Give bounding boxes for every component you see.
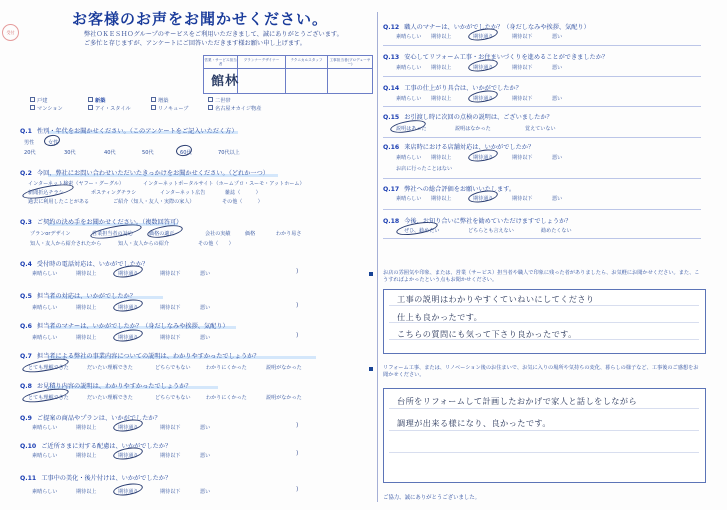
question-18: Q.18 今後、お知り合いに弊社を勧めていただけますでしょうか？	[383, 218, 572, 225]
page-title: お客様のお声をお聞かせください。	[72, 10, 329, 28]
question-1: Q.1 性別・年代をお聞かせください。（このアンケートをご記入いただく方）	[20, 128, 238, 135]
reception-stamp: 受付	[2, 24, 19, 41]
question-6: Q.6 担当者のマナーは、いかがでしたか？（身だしなみや挨拶、気配り）	[20, 323, 229, 330]
comment-2-line-1: 台所をリフォームして計画したおかげで家人と話しをしながら	[397, 396, 638, 406]
question-11: Q.11 工事中の美化・後片付けは、いかがでしたか？	[20, 475, 172, 482]
question-3: Q.3 ご契約の決め手をお聞かせください。（複数回答可）	[20, 219, 183, 226]
question-10: Q.10 ご近所さまに対する配慮は、いかがでしたか？	[20, 443, 172, 450]
question-15: Q.15 お引渡し時に次回の点検の説明は、ございましたか？	[383, 114, 553, 121]
question-12: Q.12 職人のマナーは、いかがでしたか？（身だしなみや挨拶、気配り）	[383, 24, 590, 31]
footer-thanks: ご協力、誠にありがとうございました。	[383, 495, 481, 501]
intro-text: 弊社ＯＫＥＳＨＯグループのサービスをご利用いただきまして、誠にありがとうございます。 ご多忙と存じますが、アンケートにご回答いただきます様お願い申し上げます。	[84, 31, 343, 47]
question-16: Q.16 来店時における店舗対応は、いかがでしたか？	[383, 144, 535, 151]
handwritten-signature: 館林	[210, 73, 240, 90]
comment-prompt-1: お店の雰囲気や印象、または、営業（サービス）担当者や職人で印象に残った者がありましたら、お気軽にお聞かせください。また、こうすればよかったという点もお聞かせください。	[383, 270, 700, 283]
question-2: Q.2 今回、弊社にお問い合わせいただいたきっかけをお聞かせください。（どれか一つ）	[20, 170, 269, 177]
survey-page: 受付 お客様のお声をお聞かせください。 弊社ＯＫＥＳＨＯグループのサービスをご利用いただきまして、誠にありがとうございます。 ご多忙と存じますが、アンケートにご回答いただきます様お願い申し上げます。 営業・サービス担当者 プランナーデザイナー テクニカルスタッフ 工事担当者(プロデューサー) 館林 戸建 マンション 新築 アイ・スタイル 増築 リノキューブ 二世帯 名古屋オカイジ物産 Q.1 性別・年代をお聞かせください。（このアンケートをご記入いただく方） 男性 女性 20代 30代 40代 50代 60代 70代以上 Q.2 今回、弊社にお問い合わせいただいたきっかけをお聞かせください。（どれか一つ） インターネット検索（ヤフー・グーグル） インターネットポータルサイト（ホームプロ・スーモ・アットホーム） 新聞折込チラシ ポスティングチラシ インターネット広告 雑誌（ ） 過去に利用したことがある ご紹介（知人・友人・実際の家人） その他（ ） Q.3 ご契約の決め手をお聞かせください。（複数回答可） プランorデザイン 営業担当者の対応 価格の適正 会社の実績 価格 わかり易さ 知人・友人から紹介されたから 知人・友人からの紹介 その他（ ） Q.4 受付時の電話対応は、いかがでしたか？ 素晴らしい 期待以上 期待通り 期待以下 悪い Q.5 担当者の対応は、いかがでしたか？ 素晴らしい 期待以上 期待通り 期待以下 悪い Q.6 担当者のマナーは、いかがでしたか？（身だしなみや挨拶、気配り） 素晴らしい 期待以上 期待通り 期待以下 悪い Q.7 担当者による弊社の事業内容についての説明は、わかりやすかったでしょうか？ とても理解できた だいたい理解できた どちらでもない わかりにくかった 説明がなかった Q.8 お見積り内容の説明は、わかりやすかったでしょうか？ とても理解できた だいたい理解できた どちらでもない わかりにくかった 説明がなかった Q.9 ご提案の商品やプランは、いかがでしたか？ 素晴らしい 期待以上 期待通り 期待以下 悪い Q.10 ご近所さまに対する配慮は、いかがでしたか？ 素晴らしい 期待以上 期待通り 期待以下 悪い Q.11 工事中の美化・後片付けは、いかがでしたか？ 素晴らしい 期待以上 期待通り 期待以下 悪い ) ) ) ) ) ) Q.12 職人のマナーは、いかがでしたか？（身だしなみや挨拶、気配り） 素晴らしい 期待以上 期待通り 期待以下 悪い Q.13 安心してリフォーム工事・お住まいづくりを進めることができましたか？ 素晴らしい 期待以上 期待通り 期待以下 悪い Q.14 工事の仕上がり具合は、いかがでしたか？ 素晴らしい 期待以上 期待通り 期待以下 悪い Q.15 お引渡し時に次回の点検の説明は、ございましたか？ 説明はあった 説明はなかった 覚えていない Q.16 来店時における店舗対応は、いかがでしたか？ 素晴らしい 期待以上 期待通り 期待以下 悪い お店に行ったことはない Q.17 弊社への総合評価をお願いいたします。 素晴らしい 期待以上 期待通り 期待以下 悪い Q.18 今後、お知り合いに弊社を勧めていただけますでしょうか？ ぜひ、勧めたい どちらとも言えない 勧めたくない お店の雰囲気や印象、または、営業（サービス）担当者や職人で印象に残った者がありましたら、お気軽にお聞かせください。また、こうすればよかったという点もお聞かせください。 工事の説明はわかりやすくていねいにしてくださり 仕上も良かったです。 こちらの質問にも気って下さり良かったです。 リフォーム工事、または、リノベーション後のお住まいで、お気に入りの場所や気持ちの変化、暮らしの様子など、工事後のご感想をお聞かせください。 台所をリフォームして計画したおかげで家人と話しをしながら 調理が出来る様になり、良かったです。 ご協力、誠にありがとうございました。	[0, 0, 727, 510]
question-8: Q.8 お見積り内容の説明は、わかりやすかったでしょうか？	[20, 383, 192, 390]
comment-1-line-2: 仕上も良かったです。	[397, 312, 483, 322]
staff-table: 営業・サービス担当者 プランナーデザイナー テクニカルスタッフ 工事担当者(プロデューサー)	[203, 55, 373, 94]
comment-1-line-1: 工事の説明はわかりやすくていねいにしてくださり	[397, 294, 595, 304]
comment-2-line-2: 調理が出来る様になり、良かったです。	[397, 418, 551, 428]
comment-prompt-2: リフォーム工事、または、リノベーション後のお住まいで、お気に入りの場所や気持ちの変化、暮らしの様子など、工事後のご感想をお聞かせください。	[383, 365, 699, 378]
question-17: Q.17 弊社への総合評価をお願いいたします。	[383, 186, 516, 193]
question-13: Q.13 安心してリフォーム工事・お住まいづくりを進めることができましたか？	[383, 54, 609, 61]
comment-1-line-3: こちらの質問にも気って下さり良かったです。	[397, 329, 577, 339]
question-7: Q.7 担当者による弊社の事業内容についての説明は、わかりやすかったでしょうか？	[20, 353, 260, 360]
question-14: Q.14 工事の仕上がり具合は、いかがでしたか？	[383, 85, 522, 92]
question-5: Q.5 担当者の対応は、いかがでしたか？	[20, 293, 136, 300]
question-4: Q.4 受付時の電話対応は、いかがでしたか？	[20, 261, 149, 268]
question-9: Q.9 ご提案の商品やプランは、いかがでしたか？	[20, 415, 161, 422]
